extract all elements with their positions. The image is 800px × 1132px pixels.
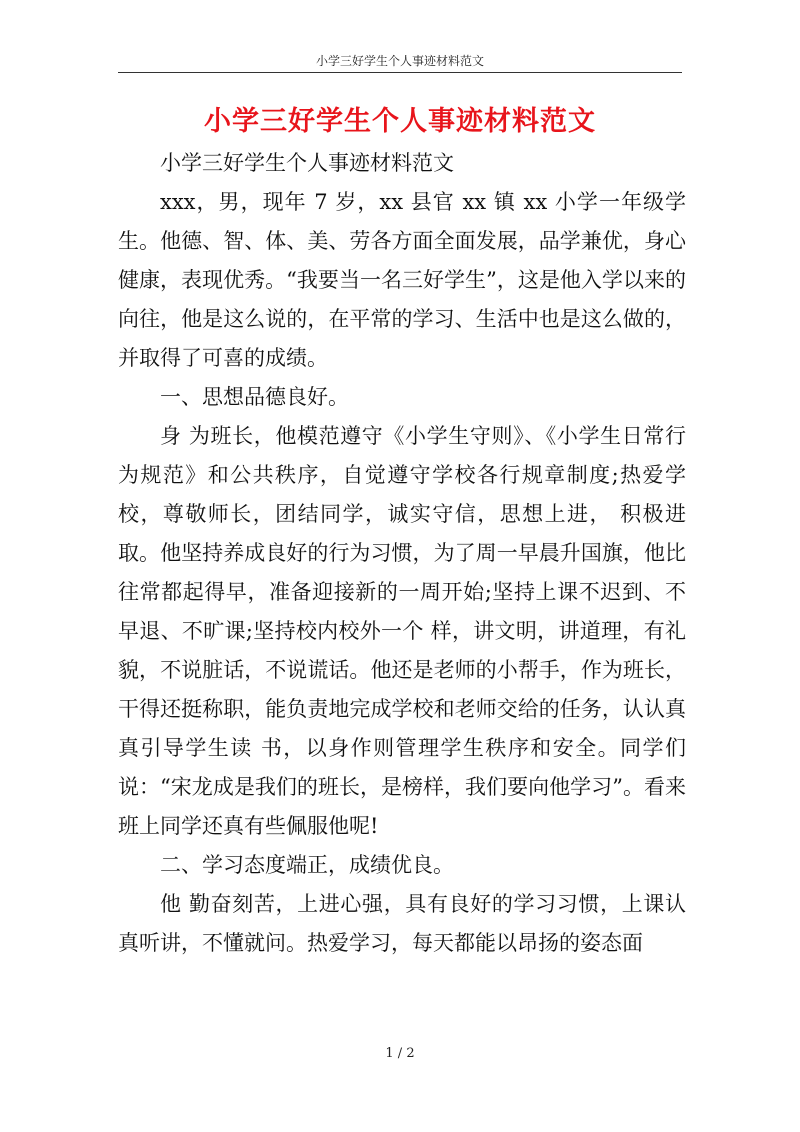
document-title: 小学三好学生个人事迹材料范文 [204, 106, 596, 137]
paragraph-intro: xxx，男，现年 7 岁，xx 县官 xx 镇 xx 小学一年级学生。他德、智、体、美、劳各方面全面发展，品学兼优，身心健康，表现优秀。“我要当一名三好学生”，这是他入学以来的向往，他是这么说的，在平常的学习、生活中也是这么做的，并取得了可喜的成绩。 [118, 190, 686, 370]
paragraph-subtitle: 小学三好学生个人事迹材料范文 [160, 151, 454, 175]
running-header: 小学三好学生个人事迹材料范文 [315, 54, 484, 68]
section-heading-1: 一、思想品德良好。 [160, 385, 349, 409]
header-divider [118, 72, 682, 73]
page-number: 1 / 2 [385, 1046, 415, 1061]
section-heading-2: 二、学习态度端正，成绩优良。 [160, 853, 454, 877]
paragraph-section-2: 他 勤奋刻苦，上进心强，具有良好的学习习惯，上课认真听讲，不懂就问。热爱学习，每天都能以昂扬的姿态面 [118, 892, 686, 955]
paragraph-section-1: 身 为班长，他模范遵守《小学生守则》、《小学生日常行为规范》和公共秩序，自觉遵守学校各行规章制度;热爱学校，尊敬师长，团结同学，诚实守信，思想上进， 积极进取。他坚持养成良好的行为习惯，为了周一早晨升国旗，他比往常都起得早，准备迎接新的一周开始;坚持上课不迟到、不早退、不旷课;坚持校内校外一个 样，讲文明，讲道理，有礼貌，不说脏话，不说谎话。他还是老师的小帮手，作为班长，干得还挺称职，能负责地完成学校和老师交给的任务，认认真真引导学生读 书，以身作则管理学生秩序和安全。同学们说：“宋龙成是我们的班长，是榜样，我们要向他学习”。看来班上同学还真有些佩服他呢! [118, 424, 686, 838]
document-body [118, 144, 686, 963]
